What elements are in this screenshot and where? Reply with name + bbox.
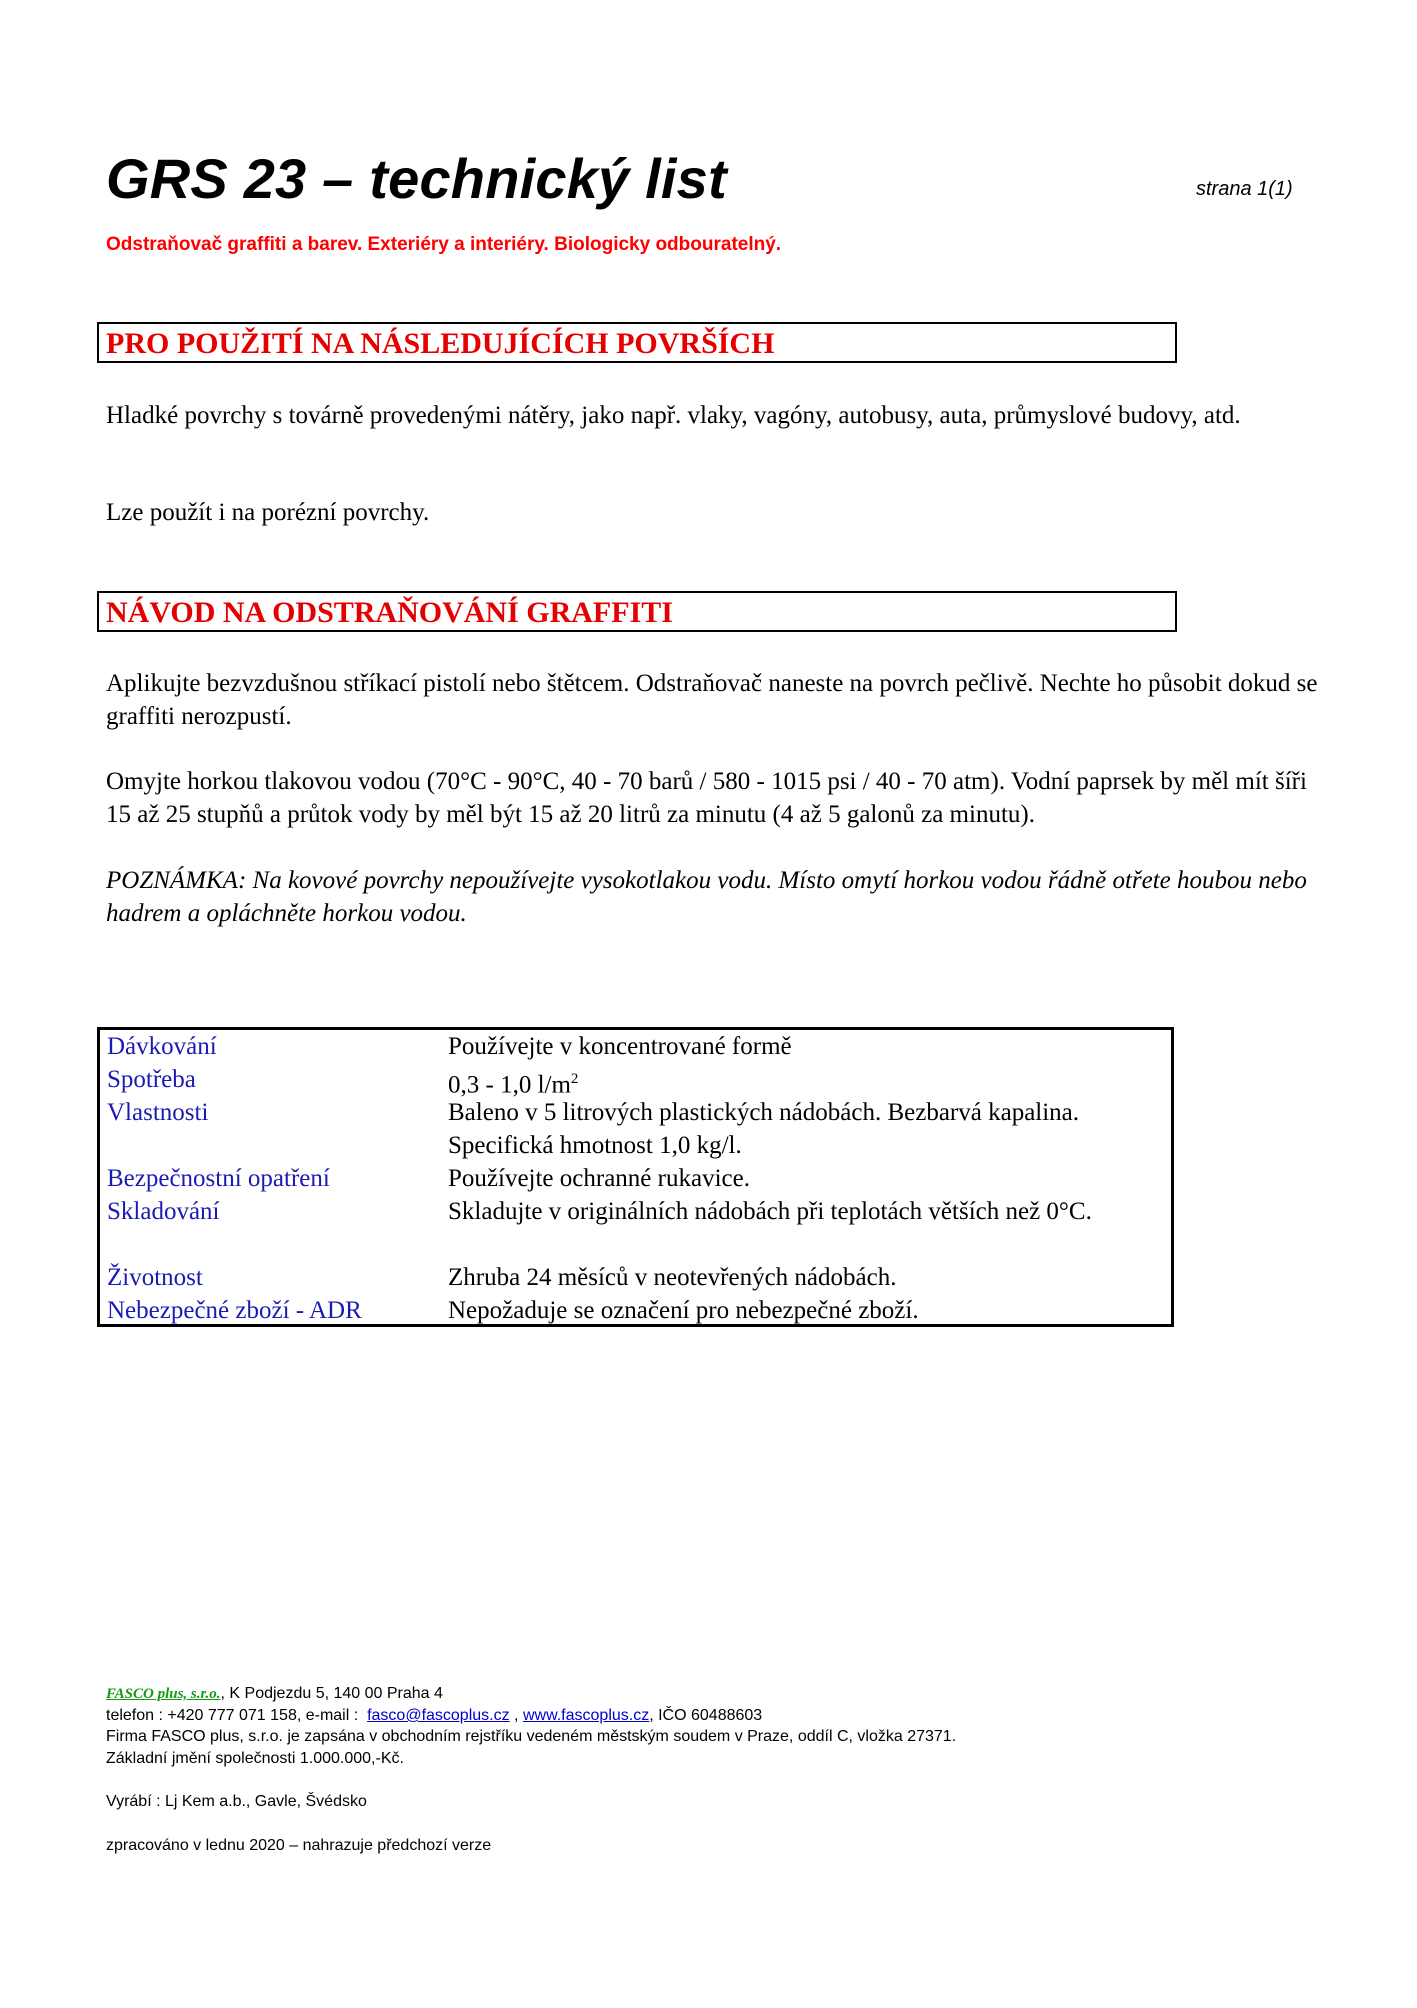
website-link[interactable]: www.fascoplus.cz: [522, 1707, 650, 1724]
section-heading-surfaces: [97, 322, 1177, 363]
section-title: NÁVOD NA ODSTRAŇOVÁNÍ GRAFFITI: [106, 596, 673, 629]
spec-value: Baleno v 5 litrových plastických nádobách. Bezbarvá kapalina. Specifická hmotnost 1,0 kg/l.: [448, 1099, 1080, 1159]
phone-text: telefon : +420 777 071 158, e-mail :: [106, 1707, 368, 1724]
manufacturer-line: Vyrábí : Lj Kem a.b., Gavle, Švédsko: [106, 1793, 367, 1810]
note-paragraph: POZNÁMKA: Na kovové povrchy nepoužívejte vysokotlakou vodu. Místo omytí horkou vodou řádně otřete houbou nebo hadrem a opláchněte horkou vodou.: [106, 867, 1307, 927]
page-number: strana 1(1): [1196, 178, 1293, 200]
superscript: 2: [570, 1071, 579, 1087]
spec-label: Vlastnosti: [107, 1099, 209, 1126]
document-title: GRS 23 – technický list: [106, 147, 727, 210]
spec-value: Zhruba 24 měsíců v neotevřených nádobách.: [448, 1264, 897, 1291]
registry-line: Firma FASCO plus, s.r.o. je zapsána v obchodním rejstříku vedeném městským soudem v Praze, oddíl C, vložka 27371.: [106, 1728, 957, 1745]
spec-label: Spotřeba: [107, 1066, 196, 1093]
spec-label: Bezpečnostní opatření: [107, 1165, 330, 1192]
email-link[interactable]: fasco@fascoplus.cz: [367, 1707, 510, 1724]
application-paragraph: Aplikujte bezvzdušnou stříkací pistolí nebo štětcem. Odstraňovač naneste na povrch pečlivě. Nechte ho působit dokud se graffiti nerozpustí.: [106, 670, 1318, 730]
product-subtitle: Odstraňovač graffiti a barev. Exteriéry a interiéry. Biologicky odbouratelný.: [106, 234, 782, 255]
footer-address-line: [106, 1684, 443, 1704]
spec-value: Používejte ochranné rukavice.: [448, 1165, 750, 1192]
revision-line: zpracováno v lednu 2020 – nahrazuje předchozí verze: [106, 1837, 492, 1854]
porous-paragraph: Lze použít i na porézní povrchy.: [106, 499, 430, 526]
spec-value: Nepožaduje se označení pro nebezpečné zboží.: [448, 1297, 919, 1324]
surfaces-paragraph: Hladké povrchy s továrně provedenými nátěry, jako např. vlaky, vagóny, autobusy, auta, průmyslové budovy, atd.: [106, 402, 1241, 429]
company-name: FASCO plus, s.r.o.: [106, 1686, 221, 1702]
spec-value-text: 0,3 - 1,0 l/m: [448, 1071, 571, 1099]
spec-table: [97, 1027, 1174, 1327]
spec-value: Používejte v koncentrované formě: [448, 1033, 792, 1060]
spec-label: Skladování: [107, 1198, 220, 1225]
company-address: , K Podjezdu 5, 140 00 Praha 4: [220, 1685, 443, 1702]
capital-line: Základní jmění společnosti 1.000.000,-Kč.: [106, 1750, 404, 1767]
spec-value: Skladujte v originálních nádobách při teplotách větších než 0°C.: [448, 1198, 1092, 1225]
section-heading-instructions: [97, 591, 1177, 632]
contact-separator: ,: [509, 1707, 523, 1724]
washing-paragraph: Omyjte horkou tlakovou vodou (70°C - 90°C, 40 - 70 barů / 580 - 1015 psi / 40 - 70 atm). Vodní paprsek by měl mít šíři 15 až 25 stupňů a průtok vody by měl být 15 až 20 litrů za minutu (4 až 5 galonů za minutu).: [106, 768, 1307, 828]
footer-contact-line: [106, 1706, 762, 1726]
spec-label: Životnost: [107, 1264, 203, 1291]
spec-label: Nebezpečné zboží - ADR: [107, 1297, 362, 1324]
section-title: PRO POUŽITÍ NA NÁSLEDUJÍCÍCH POVRŠÍCH: [106, 327, 775, 360]
ico-text: , IČO 60488603: [649, 1707, 763, 1724]
spec-label: Dávkování: [107, 1033, 217, 1060]
